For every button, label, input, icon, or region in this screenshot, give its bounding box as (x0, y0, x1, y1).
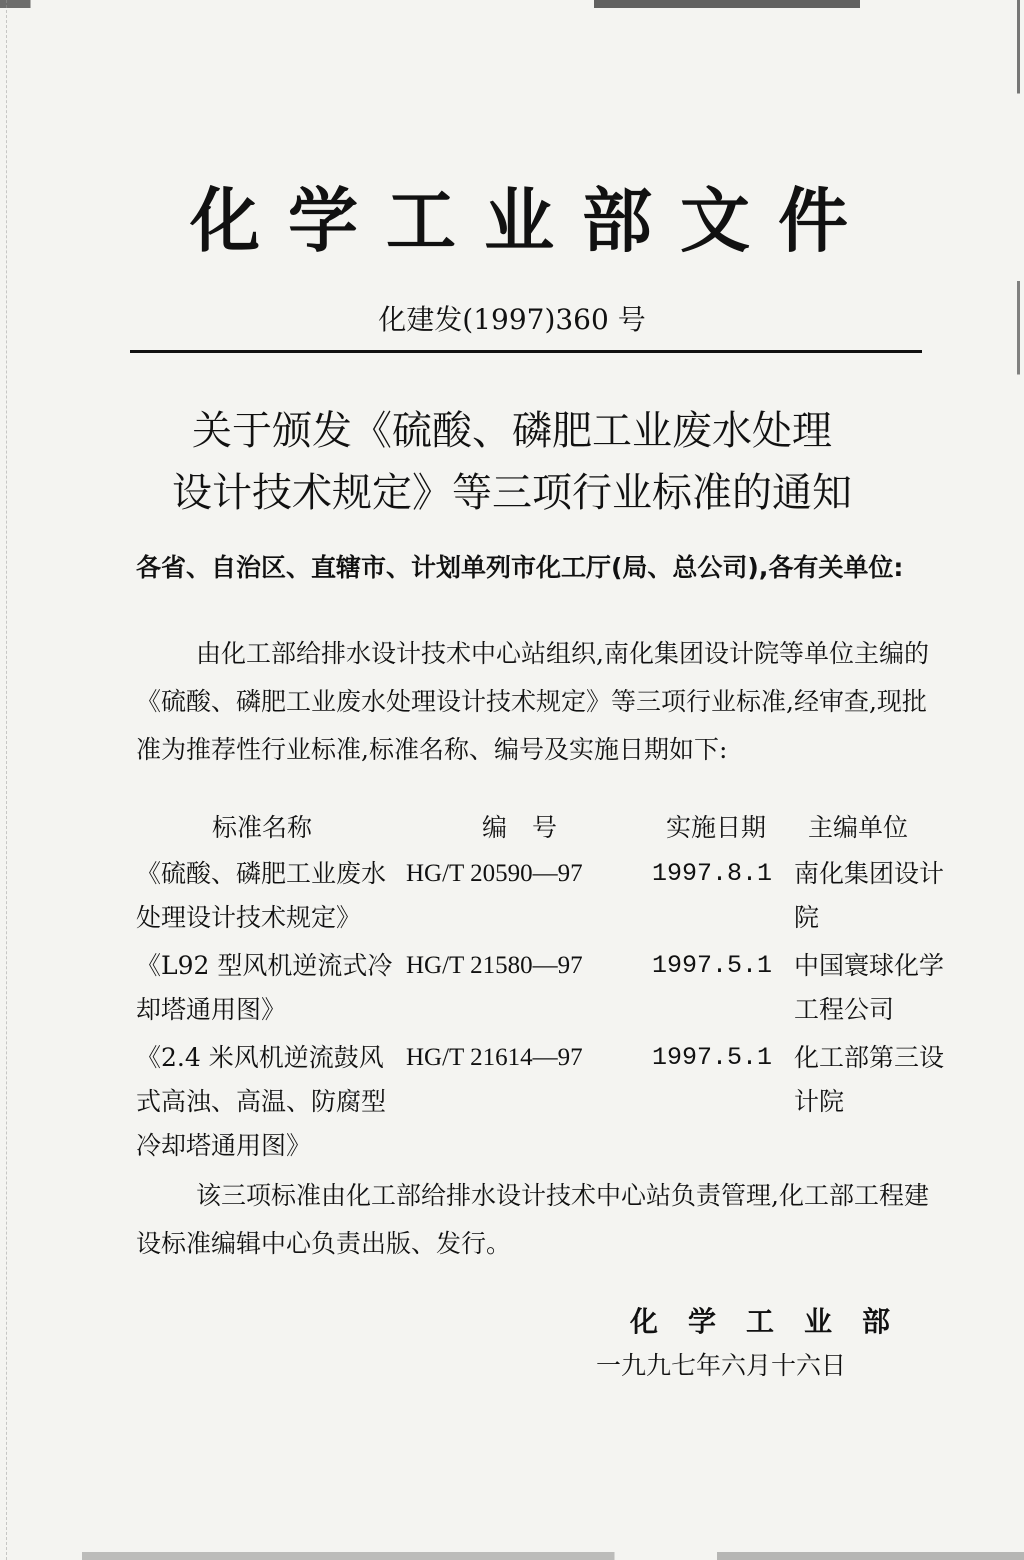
header-code: 编 号 (482, 813, 558, 842)
header-name: 标准名称 (212, 813, 313, 842)
scan-bottom-edge (0, 1552, 1024, 1560)
standard-name: 《L92 型风机逆流式冷却塔通用图》 (136, 951, 393, 1024)
subject-line-1: 关于颁发《硫酸、磷肥工业废水处理 (192, 408, 832, 454)
standard-code: HG/T 21614—97 (406, 1044, 583, 1071)
standard-unit: 中国寰球化学工程公司 (794, 951, 945, 1024)
signing-organization: 化学工业部 (630, 1305, 921, 1338)
standard-name: 《硫酸、磷肥工业废水处理设计技术规定》 (136, 859, 387, 932)
standard-date: 1997.8.1 (652, 859, 773, 888)
signing-date: 一九九七年六月十六日 (596, 1351, 847, 1380)
header-date: 实施日期 (666, 813, 767, 842)
table-header (136, 808, 946, 852)
standard-date: 1997.5.1 (652, 1043, 773, 1072)
document-title: 化学工业部文件 (190, 180, 876, 262)
standard-code: HG/T 20590—97 (406, 860, 583, 887)
standard-date: 1997.5.1 (652, 951, 773, 980)
standard-name: 《2.4 米风机逆流鼓风式高浊、高温、防腐型冷却塔通用图》 (136, 1043, 387, 1160)
header-rule (130, 350, 922, 353)
body-paragraph: 由化工部给排水设计技术中心站组织,南化集团设计院等单位主编的《硫酸、磷肥工业废水处理设计技术规定》等三项行业标准,经审查,现批准为推荐性行业标准,标准名称、编号及实施日期如下: (136, 639, 929, 764)
document-number: 化建发(1997)360 号 (378, 303, 646, 336)
subject-line-2: 设计技术规定》等三项行业标准的通知 (172, 470, 852, 516)
header-unit: 主编单位 (808, 813, 909, 842)
standard-unit: 化工部第三设计院 (794, 1043, 945, 1116)
closing-paragraph: 该三项标准由化工部给排水设计技术中心站负责管理,化工部工程建设标准编辑中心负责出版、发行。 (136, 1181, 929, 1258)
standard-code: HG/T 21580—97 (406, 952, 583, 979)
notice-subject (0, 400, 1024, 524)
scan-right-edge (1017, 0, 1020, 1560)
scan-left-edge (6, 0, 8, 1560)
addressee: 各省、自治区、直辖市、计划单列市化工厅(局、总公司),各有关单位: (136, 553, 904, 582)
scan-top-edge (0, 0, 1024, 8)
standard-unit: 南化集团设计院 (794, 859, 945, 932)
